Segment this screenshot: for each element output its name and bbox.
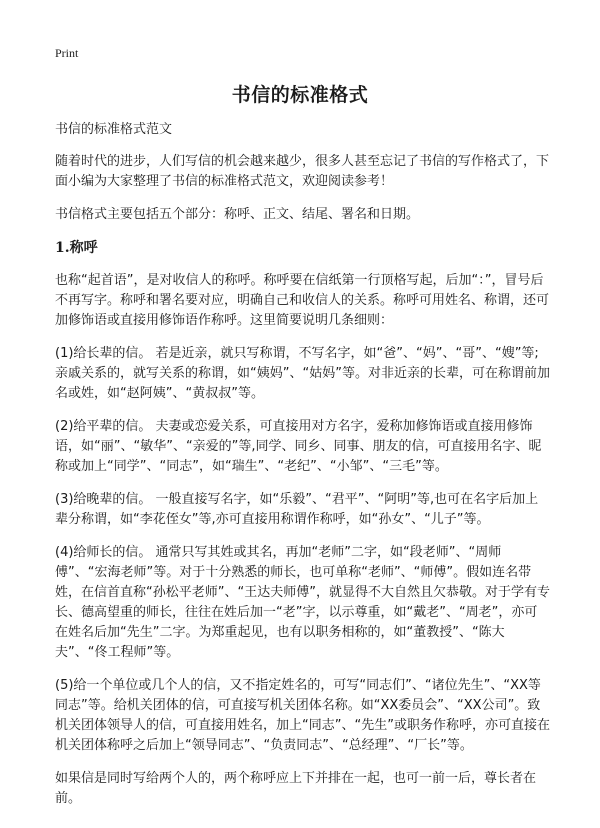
- section-heading: 1.称呼: [55, 240, 98, 256]
- print-link[interactable]: Print: [55, 46, 79, 60]
- body-paragraph: (5)给一个单位或几个人的信，又不指定姓名的，可写“同志们”、“诸位先生”、“XX等同志”等。给机关团体的信，可直接写机关团体名称。如“XX委员会”、“XX公司”。致机关团体领导人的信，可直接用姓名，加上“同志”、“先生”或职务作称呼，亦可直接在机关团体称呼之后加上“领导同志”、“负责同志”、“总经理”、“厂长”等。: [55, 678, 550, 753]
- page-title: 书信的标准格式: [231, 84, 369, 106]
- overview-paragraph: 书信格式主要包括五个部分：称呼、正文、结尾、署名和日期。: [55, 207, 420, 222]
- body-paragraph: (4)给师长的信。 通常只写其姓或其名，再加“老师”二字，如“段老师”、“周师傅”、“宏海老师”等。对于十分熟悉的师长，也可单称“老师”、“师傅”。假如连名带姓，在信首直称“孙松平老师”、“王达夫师傅”，就显得不大自然且欠恭敬。对于学有专长、德高望重的师长，往往在姓后加一“老”字，以示尊重，如“戴老”、“周老”，亦可在姓名后加“先生”二字。为郑重起见，也有以职务相称的，如“董教授”、“陈大夫”、“佟工程师”等。: [55, 545, 550, 660]
- intro-paragraph: 随着时代的进步，人们写信的机会越来越少，很多人甚至忘记了书信的写作格式了，下面小编为大家整理了书信的标准格式范文，欢迎阅读参考！: [55, 154, 550, 189]
- body-paragraph: 如果信是同时写给两个人的，两个称呼应上下并排在一起，也可一前一后，尊长者在前。: [55, 771, 537, 806]
- document-body: [55, 120, 550, 822]
- document-subtitle: 书信的标准格式范文: [55, 122, 173, 137]
- body-paragraph: (1)给长辈的信。 若是近亲，就只写称谓，不写名字，如“爸”、“妈”、“哥”、“嫂”等;亲戚关系的，就写关系的称谓，如“姨妈”、“姑妈”等。对非近亲的长辈，可在称谓前加名或姓，如“赵阿姨”、“黄叔叔”等。: [55, 346, 550, 401]
- body-paragraph: (3)给晚辈的信。 一般直接写名字，如“乐毅”、“君平”、“阿明”等,也可在名字后加上辈分称谓，如“李花侄女”等,亦可直接用称谓作称呼，如“孙女”、“儿子”等。: [55, 492, 539, 527]
- body-paragraph: 也称“起首语”，是对收信人的称呼。称呼要在信纸第一行顶格写起，后加“：”，冒号后不再写字。称呼和署名要对应，明确自己和收信人的关系。称呼可用姓名、称谓，还可加修饰语或直接用修饰语作称呼。这里简要说明几条细则：: [55, 273, 550, 328]
- body-paragraph: (2)给平辈的信。 夫妻或恋爱关系，可直接用对方名字，爱称加修饰语或直接用修饰语，如“丽”、“敏华”、“亲爱的”等,同学、同乡、同事、朋友的信，可直接用名字、昵称或加上“同学”、“同志”，如“瑞生”、“老纪”、“小邹”、“三毛”等。: [55, 419, 542, 474]
